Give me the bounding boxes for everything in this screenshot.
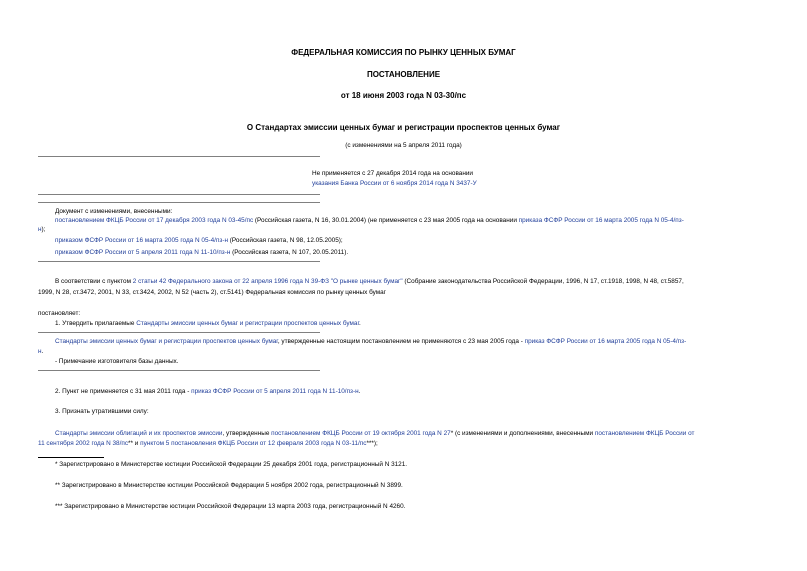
status-link-wrap: [312, 180, 477, 188]
doc-type-heading: ПОСТАНОВЛЕНИЕ: [366, 70, 441, 79]
bond-standards-link[interactable]: Стандарты эмиссии облигаций и их проспектов эмиссии: [55, 430, 223, 437]
p3-text-b: * (с изменениями и дополнениями, внесенными: [450, 430, 595, 437]
change-link-1c[interactable]: н: [38, 226, 42, 233]
preamble-line-2: 1999, N 28, ст.3472, 2001, N 33, ст.3424, 2002, N 52 (часть 2), ст.5141) Федеральная комиссия по рынку ценных бумаг: [38, 289, 386, 296]
changes-intro: Документ с изменениями, внесенными:: [55, 208, 173, 215]
revision-note: (с изменениями на 5 апреля 2011 года): [345, 142, 462, 149]
divider: [38, 332, 320, 333]
org-heading: ФЕДЕРАЛЬНАЯ КОМИССИЯ ПО РЫНКУ ЦЕННЫХ БУМАГ: [291, 48, 516, 57]
note-order-link-end[interactable]: н: [38, 348, 42, 355]
preamble-text-a: В соответствии с пунктом: [55, 278, 133, 285]
divider: [38, 261, 320, 262]
status-text: Не применяется с 27 декабря 2014 года на основании: [312, 170, 473, 177]
point-2-text: 2. Пункт не применяется с 31 мая 2011 года -: [55, 388, 192, 395]
doc-date-number: от 18 июня 2003 года N 03-30/пс: [340, 91, 467, 100]
footnote-1: * Зарегистрировано в Министерстве юстиции Российской Федерации 25 декабря 2001 года, регистрационный N 3121.: [55, 461, 408, 468]
resolution-03-11-link[interactable]: пунктом 5 постановления ФКЦБ России от 12 февраля 2003 года N 03-11/пс: [140, 440, 367, 447]
law-link[interactable]: 2 статьи 42 Федерального закона от 22 апреля 1996 года N 39-ФЗ "О рынке ценных бумаг": [132, 278, 403, 285]
p3-text-a: , утвержденные: [222, 430, 272, 437]
change-link-3[interactable]: приказом ФСФР России от 5 апреля 2011 года N 11-10/пз-н: [55, 249, 231, 256]
change-link-1[interactable]: постановлением ФКЦБ России от 17 декабря 2003 года N 03-45/пс: [55, 217, 254, 224]
point-1: [55, 320, 361, 328]
note-1-dot: .: [41, 348, 44, 355]
point-1-text: 1. Утвердить прилагаемые: [55, 320, 137, 327]
note-1-line-2: [38, 348, 43, 356]
point-2: [55, 388, 360, 396]
point-1-end: .: [359, 320, 361, 327]
preamble-line-1: [55, 278, 684, 286]
point-3-list-line-1: [55, 430, 694, 438]
note-standards-link[interactable]: Стандарты эмиссии ценных бумаг и регистрации проспектов ценных бумаг: [55, 338, 278, 345]
divider: [38, 156, 320, 157]
changes-line-2: [38, 226, 45, 234]
change-text-1: (Российская газета, N 16, 30.01.2004) (не применяется с 23 мая 2005 года на основании: [253, 217, 519, 224]
point-3-list-line-2: [38, 440, 378, 448]
p3-text-d: ***);: [366, 440, 378, 447]
footnote-2: ** Зарегистрировано в Министерстве юстиции Российской Федерации 5 ноября 2002 года, регистрационный N 3899.: [55, 482, 403, 489]
point-2-link[interactable]: приказ ФСФР России от 5 апреля 2011 года N 11-10/пз-н: [191, 388, 359, 395]
change-text-3: (Российская газета, N 98, 12.05.2005);: [228, 237, 343, 244]
footnote-separator: [38, 457, 104, 458]
divider: [38, 194, 320, 195]
footnote-3: *** Зарегистрировано в Министерстве юстиции Российской Федерации 13 марта 2003 года, регистрационный N 4260.: [55, 503, 406, 510]
resolution-38-link[interactable]: постановлением ФКЦБ России от: [594, 430, 695, 437]
status-link[interactable]: указания Банка России от 6 ноября 2014 года N 3437-У: [312, 180, 477, 187]
resolution-38-link-end[interactable]: 11 сентября 2002 года N 38/пс: [38, 440, 129, 447]
p3-text-c: ** и: [128, 440, 141, 447]
db-note: - Примечание изготовителя базы данных.: [55, 358, 179, 365]
change-link-1b[interactable]: приказа ФСФР России от 16 марта 2005 года N 05-4/пз-: [518, 217, 684, 224]
resolution-27-link[interactable]: постановлением ФКЦБ России от 19 октября 2001 года N 27: [271, 430, 451, 437]
note-1-line-1: [55, 338, 686, 346]
changes-line-4: [55, 249, 348, 257]
preamble-text-b: (Собрание законодательства Российской Федерации, 1996, N 17, ст.1918, 1998, N 48, ст.5857,: [402, 278, 684, 285]
point-3: 3. Признать утратившими силу:: [55, 408, 149, 415]
change-link-2[interactable]: приказом ФСФР России от 16 марта 2005 года N 05-4/пз-н: [55, 237, 229, 244]
change-text-2: );: [41, 226, 46, 233]
changes-line-3: [55, 237, 343, 245]
standards-link[interactable]: Стандарты эмиссии ценных бумаг и регистрации проспектов ценных бумаг: [136, 320, 360, 327]
divider: [38, 202, 320, 203]
divider: [38, 370, 320, 371]
changes-line-1: [55, 217, 684, 225]
note-order-link[interactable]: приказ ФСФР России от 16 марта 2005 года N 05-4/пз-: [524, 338, 687, 345]
point-2-end: .: [358, 388, 361, 395]
change-text-4: (Российская газета, N 107, 20.05.2011).: [230, 249, 349, 256]
decree-word: постановляет:: [38, 310, 81, 317]
doc-title: О Стандартах эмиссии ценных бумаг и регистрации проспектов ценных бумаг: [246, 123, 561, 132]
note-1-text: , утвержденные настоящим постановлением не применяются с 23 мая 2005 года -: [277, 338, 525, 345]
